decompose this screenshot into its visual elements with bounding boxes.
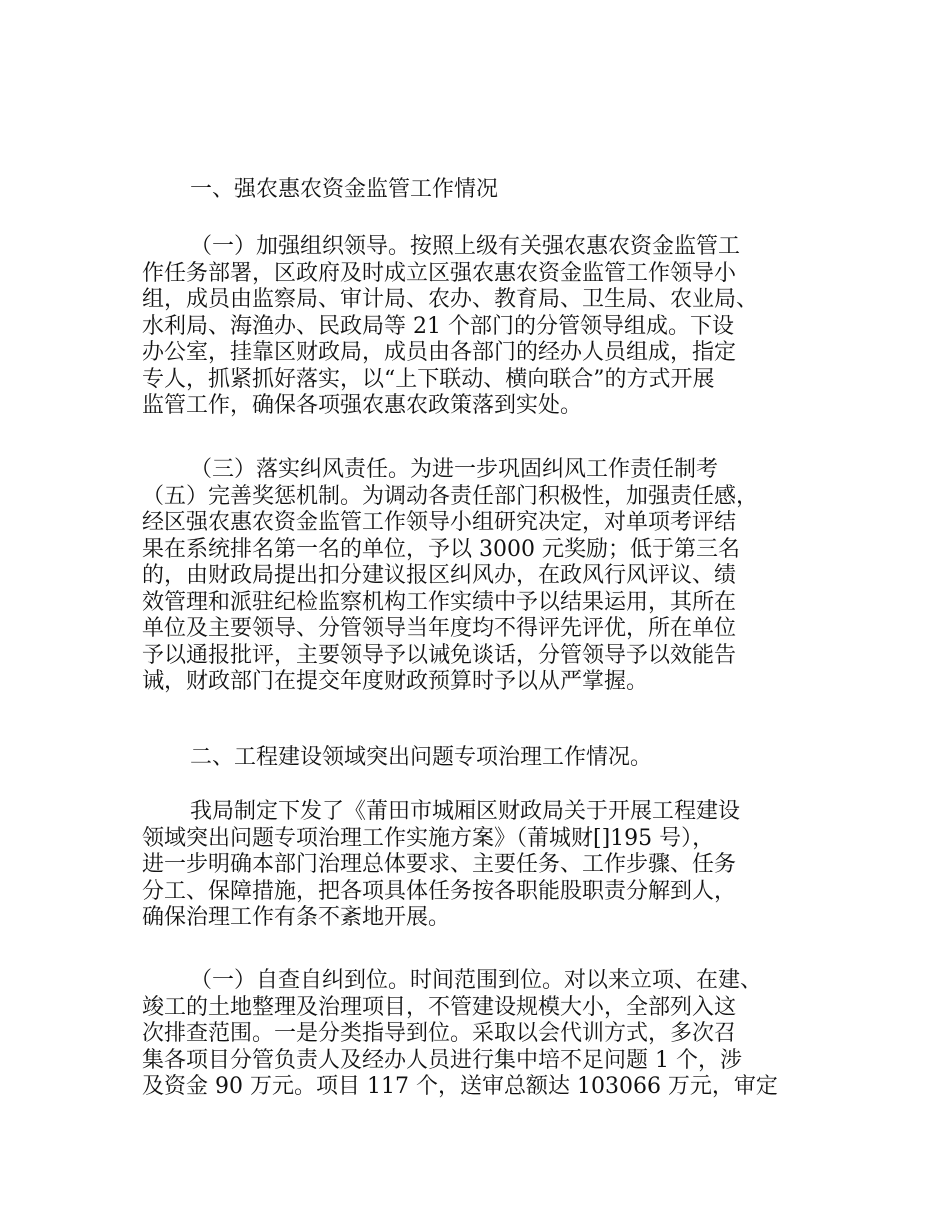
- section-heading-1: [142, 177, 832, 204]
- section-heading-2: [142, 745, 832, 772]
- paragraph-implementation-plan: [142, 799, 832, 932]
- paragraph-line: 竣工的土地整理及治理项目，不管建设规模大小，全部列入这: [142, 994, 737, 1020]
- heading-text: 一、强农惠农资金监管工作情况: [190, 177, 499, 202]
- paragraph-line: 予以通报批评，主要领导予以诫免谈话，分管领导予以效能告: [142, 642, 737, 668]
- paragraph-line: 进一步明确本部门治理总体要求、主要任务、工作步骤、任务: [142, 852, 737, 877]
- paragraph-line: 集各项目分管负责人及经办人员进行集中培不足问题 1 个，涉: [142, 1047, 742, 1073]
- paragraph-line: 办公室，挂靠区财政局，成员由各部门的经办人员组成，指定: [142, 340, 737, 365]
- paragraph-line: （一）加强组织领导。按照上级有关强农惠农资金监管工: [190, 234, 741, 259]
- paragraph-organization-leadership: [142, 234, 832, 420]
- paragraph-line: 效管理和派驻纪检监察机构工作实绩中予以结果运用，其所在: [142, 589, 737, 615]
- paragraph-line: 单位及主要领导、分管领导当年度均不得评先评优，所在单位: [142, 616, 737, 641]
- paragraph-line: 专人，抓紧抓好落实，以“上下联动、横向联合”的方式开展: [142, 366, 715, 392]
- paragraph-line: （五）完善奖惩机制。为调动各责任部门积极性，加强责任感，: [142, 483, 759, 509]
- paragraph-line: 及资金 90 万元。项目 117 个，送审总额达 103066 万元，审定: [142, 1074, 778, 1099]
- paragraph-line: 作任务部署，区政府及时成立区强农惠农资金监管工作领导小: [142, 260, 737, 286]
- paragraph-rewards-penalties: [142, 457, 832, 696]
- paragraph-line: 水利局、海渔办、民政局等 21 个部门的分管领导组成。下设: [142, 313, 734, 339]
- paragraph-line: 果在系统排名第一名的单位，予以 3000 元奖励；低于第三名: [142, 536, 740, 562]
- paragraph-line: 组，成员由监察局、审计局、农办、教育局、卫生局、农业局、: [142, 287, 759, 312]
- paragraph-line: （一）自查自纠到位。时间范围到位。对以来立项、在建、: [190, 968, 763, 993]
- paragraph-line: 诫，财政部门在提交年度财政预算时予以从严掌握。: [142, 669, 649, 694]
- paragraph-self-inspection: [142, 968, 832, 1101]
- paragraph-line: 领域突出问题专项治理工作实施方案》（莆城财[]195 号），: [142, 825, 715, 851]
- heading-text: 二、工程建设领域突出问题专项治理工作情况。: [190, 745, 653, 770]
- paragraph-line: 的，由财政局提出扣分建议报区纠风办，在政风行风评议、绩: [142, 563, 737, 588]
- paragraph-line: 确保治理工作有条不紊地开展。: [142, 905, 451, 930]
- paragraph-line: （三）落实纠风责任。为进一步巩固纠风工作责任制考: [190, 457, 719, 482]
- paragraph-line: 监管工作，确保各项强农惠农政策落到实处。: [142, 393, 583, 418]
- paragraph-line: 我局制定下发了《莆田市城厢区财政局关于开展工程建设: [190, 799, 741, 824]
- paragraph-line: 分工、保障措施，把各项具体任务按各职能股职责分解到人，: [142, 878, 737, 904]
- paragraph-line: 次排查范围。一是分类指导到位。采取以会代训方式，多次召: [142, 1021, 737, 1046]
- paragraph-line: 经区强农惠农资金监管工作领导小组研究决定，对单项考评结: [142, 510, 737, 535]
